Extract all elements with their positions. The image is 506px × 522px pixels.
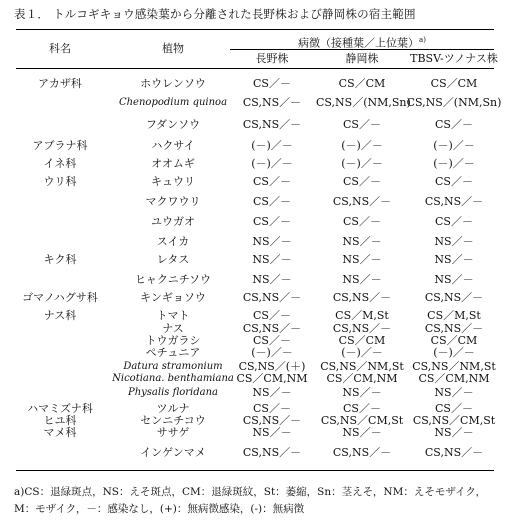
row-plant: ホウレンソウ <box>140 77 206 90</box>
row-family: アカザ科 <box>38 77 82 90</box>
row-plant: オオムギ <box>151 157 195 170</box>
table-title: 表１． トルコギキョウ感染葉から分離された長野株および静岡株の宿主範囲 <box>14 7 416 21</box>
row-shizuoka: CS,NS／NM,St <box>320 360 404 373</box>
row-nagano: CS,NS／－ <box>242 322 302 335</box>
header-col-shizuoka: 静岡株 <box>345 52 379 65</box>
header-bottom-rule <box>16 68 494 69</box>
table-footnote: a)CS：退緑斑点，NS：えそ斑点，CM：退緑斑紋，St：萎縮，Sn：茎えそ，NM：えそモザイク，M：モザイク，－：感染なし，(+)：無病徴感染，(-)：無病徴 <box>14 486 486 515</box>
row-nagano: CS／－ <box>253 334 291 347</box>
row-nagano: CS,NS／－ <box>242 291 302 304</box>
row-shizuoka: CS／CM <box>338 334 386 347</box>
row-plant: Chenopodium quinoa <box>118 97 228 108</box>
row-plant: ユウガオ <box>151 215 195 228</box>
row-shizuoka: CS／CM,NM <box>326 372 398 385</box>
row-family: ゴマノハグサ科 <box>22 291 98 304</box>
row-nagano: NS／－ <box>252 235 292 248</box>
row-shizuoka: CS,NS／－ <box>332 195 392 208</box>
header-col-nagano: 長野株 <box>255 52 289 65</box>
row-plant: ナス <box>162 322 184 335</box>
row-shizuoka: CS,NS／－ <box>332 322 392 335</box>
row-plant: ツルナ <box>156 402 190 415</box>
header-group-rule <box>230 49 494 50</box>
row-shizuoka: CS,NS／(NM,Sn) <box>316 96 411 109</box>
row-tbsv: (－)／－ <box>433 157 475 170</box>
table-top-rule <box>16 29 494 30</box>
row-plant: インゲンマメ <box>140 446 206 459</box>
row-tbsv: CS／－ <box>435 215 473 228</box>
row-nagano: (－)／－ <box>251 139 293 152</box>
row-nagano: NS／－ <box>252 273 292 286</box>
row-tbsv: NS／－ <box>434 253 474 266</box>
row-shizuoka: NS／－ <box>342 235 382 248</box>
row-shizuoka: CS／－ <box>343 215 381 228</box>
row-shizuoka: CS／CM <box>338 77 386 90</box>
row-nagano: CS／－ <box>253 215 291 228</box>
row-tbsv: CS／CM <box>430 334 478 347</box>
row-nagano: CS／－ <box>253 77 291 90</box>
row-plant: Nicotiana. benthamiana <box>112 373 234 384</box>
row-tbsv: CS,NS／－ <box>424 322 484 335</box>
row-shizuoka: (－)／－ <box>341 139 383 152</box>
row-family: ハマミズナ科 <box>27 402 93 415</box>
row-shizuoka: NS／－ <box>342 386 382 399</box>
row-plant: トウガラシ <box>145 334 201 347</box>
row-shizuoka: CS,NS／－ <box>332 446 392 459</box>
row-tbsv: CS／CM <box>430 77 478 90</box>
row-nagano: CS,NS／－ <box>242 118 302 131</box>
row-family: ナス科 <box>43 309 77 322</box>
row-nagano: CS,NS／－ <box>242 446 302 459</box>
row-nagano: CS,NS／－ <box>242 96 302 109</box>
row-tbsv: NS／－ <box>434 426 474 439</box>
row-tbsv: (－)／－ <box>433 139 475 152</box>
row-tbsv: CS,NS／－ <box>424 195 484 208</box>
header-plant: 植物 <box>162 42 184 55</box>
row-plant: マクワウリ <box>145 195 201 208</box>
row-shizuoka: NS／－ <box>342 426 382 439</box>
row-family: ウリ科 <box>43 175 77 188</box>
row-plant: ヒャクニチソウ <box>134 273 212 286</box>
row-shizuoka: CS／M,St <box>335 309 389 322</box>
row-nagano: CS／－ <box>253 175 291 188</box>
row-nagano: NS／－ <box>252 253 292 266</box>
row-nagano: CS,NS／(＋) <box>238 360 306 373</box>
row-plant: センニチコウ <box>140 414 206 427</box>
row-family: マメ科 <box>43 426 77 439</box>
row-tbsv: CS／－ <box>435 175 473 188</box>
row-nagano: (－)／－ <box>251 346 293 359</box>
header-symptom-group <box>230 33 494 51</box>
row-shizuoka: CS／－ <box>343 402 381 415</box>
row-plant: キンギョソウ <box>140 291 206 304</box>
row-family: アブラナ科 <box>32 139 88 152</box>
row-shizuoka: CS／－ <box>343 175 381 188</box>
header-symptom-label: 病徴（接種葉／上位葉） <box>298 36 420 50</box>
row-family: ヒユ科 <box>43 414 77 427</box>
table-bottom-rule <box>16 470 494 471</box>
row-nagano: NS／－ <box>252 386 292 399</box>
row-shizuoka: NS／－ <box>342 273 382 286</box>
row-tbsv: CS,NS／－ <box>424 291 484 304</box>
row-tbsv: CS／M,St <box>427 309 481 322</box>
row-shizuoka: CS,NS／CM,St <box>320 414 404 427</box>
row-shizuoka: (－)／－ <box>341 346 383 359</box>
row-plant: ササゲ <box>156 426 190 439</box>
row-shizuoka: CS／－ <box>343 118 381 131</box>
row-nagano: (－)／－ <box>251 157 293 170</box>
row-plant: Datura stramonium <box>123 361 223 372</box>
row-nagano: CS／CM,NM <box>236 372 308 385</box>
row-nagano: CS,NS／－ <box>242 414 302 427</box>
row-shizuoka: (－)／－ <box>341 157 383 170</box>
row-nagano: CS／－ <box>253 309 291 322</box>
row-shizuoka: CS,NS／－ <box>332 291 392 304</box>
row-tbsv: (－)／－ <box>433 346 475 359</box>
row-plant: スイカ <box>156 235 190 248</box>
row-tbsv: CS／－ <box>435 402 473 415</box>
header-family: 科名 <box>49 42 71 55</box>
row-tbsv: NS／－ <box>434 386 474 399</box>
row-plant: ペチュニア <box>145 346 201 359</box>
row-shizuoka: NS／－ <box>342 253 382 266</box>
row-plant: Physalis floridana <box>127 387 219 398</box>
row-tbsv: NS／－ <box>434 235 474 248</box>
row-tbsv: CS／CM,NM <box>418 372 490 385</box>
row-nagano: NS／－ <box>252 426 292 439</box>
row-plant: ハクサイ <box>151 139 195 152</box>
header-symptom-note: a) <box>419 36 426 44</box>
row-family: イネ科 <box>43 157 77 170</box>
header-col-tbsv: TBSV-ツノナス株 <box>410 52 498 65</box>
row-plant: トマト <box>156 309 190 322</box>
row-tbsv: CS,NS／CM,St <box>412 414 496 427</box>
row-nagano: CS／－ <box>253 402 291 415</box>
row-nagano: CS／－ <box>253 195 291 208</box>
row-tbsv: CS,NS／NM,St <box>412 360 496 373</box>
row-plant: レタス <box>156 253 190 266</box>
row-tbsv: CS,NS／(NM,Sn) <box>406 96 502 109</box>
row-tbsv: CS,NS／－ <box>424 446 484 459</box>
row-plant: フダンソウ <box>145 118 201 131</box>
row-tbsv: CS／－ <box>435 118 473 131</box>
row-tbsv: NS／－ <box>434 273 474 286</box>
row-family: キク科 <box>43 253 77 266</box>
row-plant: キュウリ <box>151 175 195 188</box>
